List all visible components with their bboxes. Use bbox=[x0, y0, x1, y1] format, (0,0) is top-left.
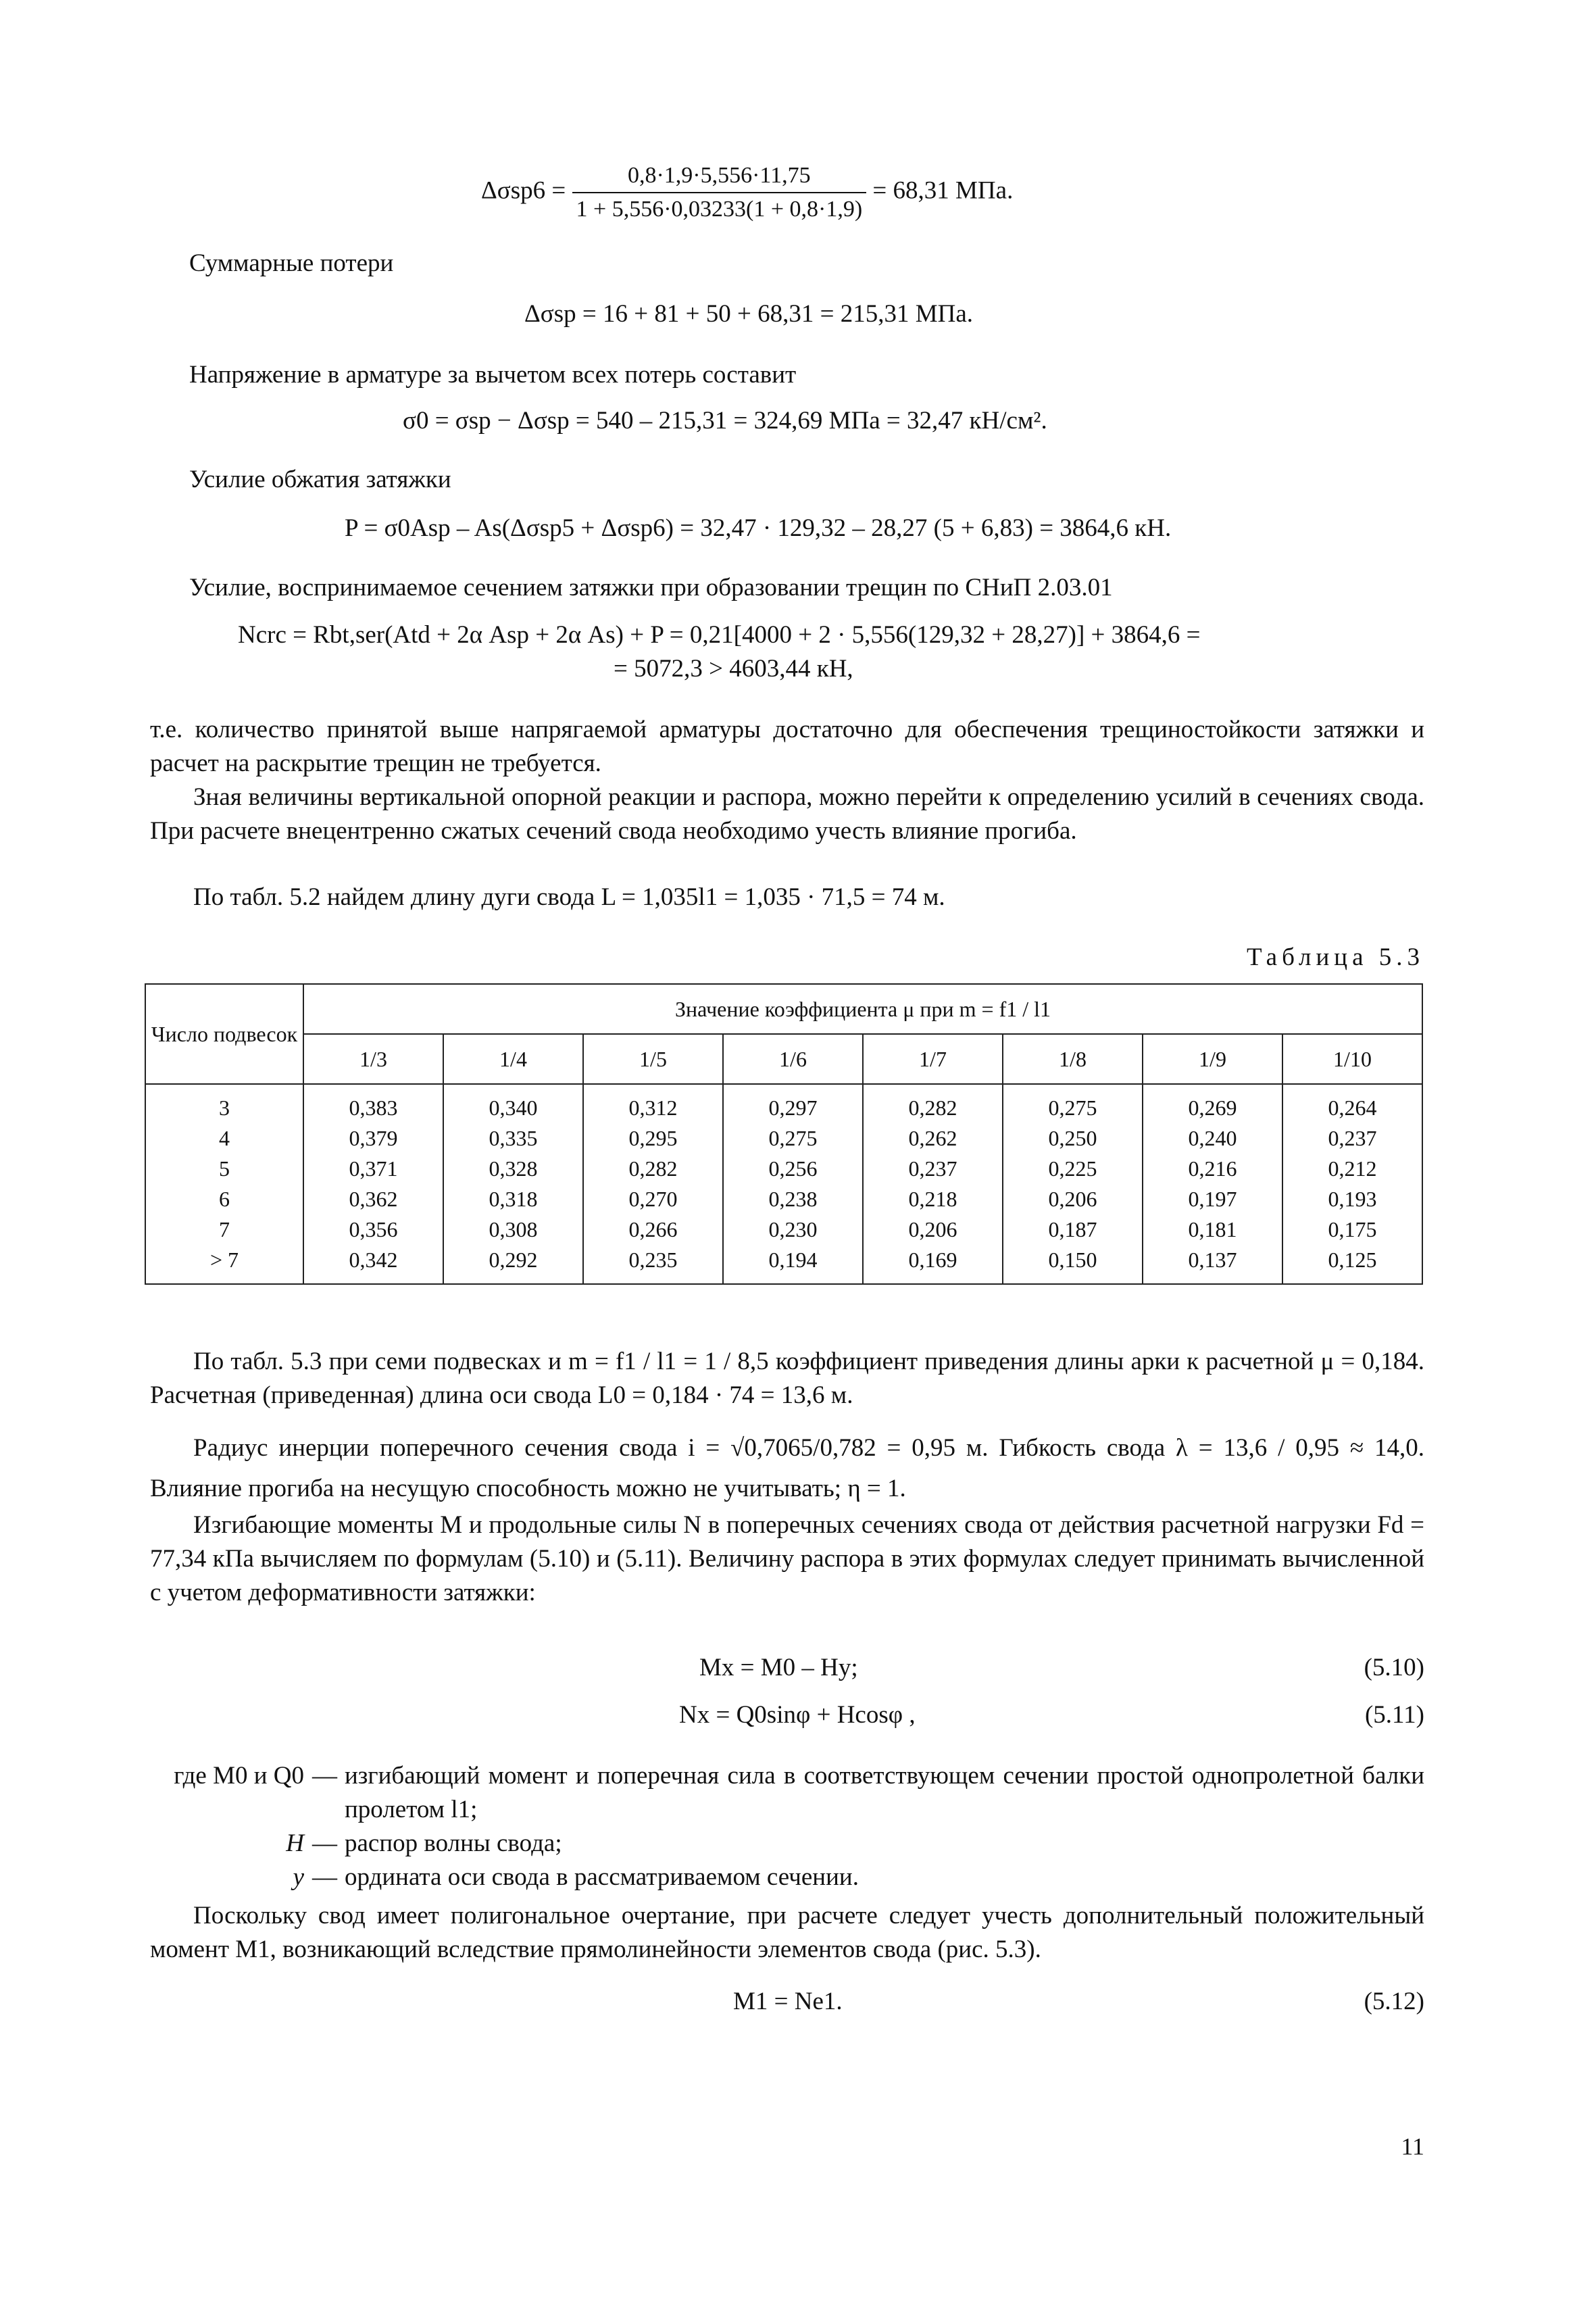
table-cell: 0,282 bbox=[908, 1096, 957, 1120]
table-cell: 0,264 bbox=[1328, 1096, 1377, 1120]
table-cell: 0,371 bbox=[349, 1156, 398, 1181]
table-cell: 0,275 bbox=[768, 1126, 818, 1150]
equation-crack-line1: Ncrc = Rbt,ser(Atd + 2α Asp + 2α As) + P = 0,21[4000 + 2 · 5,556(129,32 + 28,27)] + 3864,6 = bbox=[238, 621, 1201, 649]
equation-dsp6-lhs: Δσsp6 = bbox=[481, 176, 566, 205]
table-cell: 0,269 bbox=[1188, 1096, 1237, 1120]
paragraph-2 bbox=[150, 781, 1424, 848]
table-cell: 0,295 bbox=[628, 1126, 678, 1150]
table-cell: 0,237 bbox=[908, 1156, 957, 1181]
legend-text: распор волны свода; bbox=[345, 1829, 562, 1857]
equation-total-losses: Δσsp = 16 + 81 + 50 + 68,31 = 215,31 МПа. bbox=[524, 300, 974, 328]
legend-symbol: H bbox=[286, 1829, 304, 1857]
table-col-header: 1/8 bbox=[1003, 1034, 1143, 1084]
legend-symbol: y bbox=[293, 1863, 304, 1891]
equation-dsp6-fraction bbox=[572, 161, 867, 224]
paragraph-6-text: Изгибающие моменты M и продольные силы N в поперечных сечениях свода от действия расчетной нагрузки Fd = 77,34 кПа вычисляем по формулам (5.10) и (5.11). Величину распора в этих формулах следует принимать вычисленной с учетом деформативности затяжки: bbox=[150, 1511, 1424, 1606]
table-col-header: 1/9 bbox=[1143, 1034, 1282, 1084]
table-column-values bbox=[583, 1084, 723, 1284]
equation-number-5-11: (5.11) bbox=[1364, 1701, 1424, 1729]
paragraph-7-text: Поскольку свод имеет полигональное очертание, при расчете следует учесть дополнительный положительный момент M1, возникающий вследствие прямолинейности элементов свода (рис. 5.3). bbox=[150, 1902, 1424, 1963]
equation-5-11: Nx = Q0sinφ + Hcosφ , bbox=[679, 1701, 916, 1729]
paragraph-5 bbox=[150, 1428, 1424, 1509]
legend-dash: — bbox=[312, 1762, 337, 1790]
table-cell: 7 bbox=[219, 1217, 230, 1241]
table-cell: 0,318 bbox=[489, 1187, 538, 1211]
table-column-values bbox=[863, 1084, 1003, 1284]
table-col-header: 1/4 bbox=[443, 1034, 583, 1084]
label-stress: Напряжение в арматуре за вычетом всех потерь составит bbox=[189, 361, 797, 389]
table-cell: 0,362 bbox=[349, 1187, 398, 1211]
table-cell: 0,379 bbox=[349, 1126, 398, 1150]
table-cell: 0,187 bbox=[1048, 1217, 1097, 1241]
table-cell: 0,150 bbox=[1048, 1248, 1097, 1272]
table-cell: 0,237 bbox=[1328, 1126, 1377, 1150]
table-cell: 0,270 bbox=[628, 1187, 678, 1211]
legend-symbol: где M0 и Q0 bbox=[174, 1762, 304, 1790]
table-cell: 0,125 bbox=[1328, 1248, 1377, 1272]
table-cell: 0,356 bbox=[349, 1217, 398, 1241]
table-column-hangers bbox=[145, 1084, 303, 1284]
paragraph-1 bbox=[150, 713, 1424, 781]
coefficient-table bbox=[145, 983, 1423, 1285]
table-cell: 0,275 bbox=[1048, 1096, 1097, 1120]
table-cell: 0,193 bbox=[1328, 1187, 1377, 1211]
table-cell: 0,256 bbox=[768, 1156, 818, 1181]
paragraph-4-text: По табл. 5.3 при семи подвесках и m = f1 / l1 = 1 / 8,5 коэффициент приведения длины арки к расчетной μ = 0,184. Расчетная (приведенная) длина оси свода L0 = 0,184 · 74 = 13,6 м. bbox=[150, 1348, 1424, 1409]
table-cell: 0,169 bbox=[908, 1248, 957, 1272]
equation-number-5-12: (5.12) bbox=[1364, 1988, 1424, 2015]
table-cell: 0,206 bbox=[908, 1217, 957, 1241]
table-col-header: 1/3 bbox=[303, 1034, 443, 1084]
table-cell: 0,292 bbox=[489, 1248, 538, 1272]
table-cell: 0,206 bbox=[1048, 1187, 1097, 1211]
table-column-values bbox=[443, 1084, 583, 1284]
legend-dash: — bbox=[312, 1829, 337, 1857]
table-column-values bbox=[1003, 1084, 1143, 1284]
equation-dsp6-numerator: 0,8·1,9·5,556·11,75 bbox=[627, 163, 811, 188]
table-column-values bbox=[723, 1084, 863, 1284]
paragraph-3-text: По табл. 5.2 найдем длину дуги свода L = 1,035l1 = 1,035 · 71,5 = 74 м. bbox=[193, 883, 945, 911]
paragraph-3 bbox=[150, 881, 1424, 914]
table-cell: 6 bbox=[219, 1187, 230, 1211]
table-cell: 0,328 bbox=[489, 1156, 538, 1181]
table-cell: 0,262 bbox=[908, 1126, 957, 1150]
table-cell: 0,335 bbox=[489, 1126, 538, 1150]
table-cell: 0,308 bbox=[489, 1217, 538, 1241]
table-cell: > 7 bbox=[209, 1248, 239, 1272]
table-cell: 0,312 bbox=[628, 1096, 678, 1120]
table-cell: 3 bbox=[219, 1096, 230, 1120]
paragraph-6 bbox=[150, 1508, 1424, 1610]
equation-5-12: M1 = Ne1. bbox=[733, 1988, 843, 2015]
table-cell: 0,175 bbox=[1328, 1217, 1377, 1241]
table-column-values bbox=[1282, 1084, 1422, 1284]
label-crack: Усилие, воспринимаемое сечением затяжки при образовании трещин по СНиП 2.03.01 bbox=[189, 574, 1113, 601]
legend-text: изгибающий момент и поперечная сила в соответствующем сечении простой однопролетной балки пролетом l1; bbox=[345, 1762, 1424, 1823]
paragraph-1-text: т.е. количество принятой выше напрягаемой арматуры достаточно для обеспечения трещиностойкости затяжки и расчет на раскрытие трещин не требуется. bbox=[150, 716, 1424, 777]
paragraph-2-text: Зная величины вертикальной опорной реакции и распора, можно перейти к определению усилий в сечениях свода. При расчете внецентренно сжатых сечений свода необходимо учесть влияние прогиба. bbox=[150, 783, 1424, 845]
table-cell: 5 bbox=[219, 1156, 230, 1181]
table-cell: 0,230 bbox=[768, 1217, 818, 1241]
equation-dsp6 bbox=[481, 161, 1013, 224]
table-cell: 0,197 bbox=[1188, 1187, 1237, 1211]
equation-force: P = σ0Asp – As(Δσsp5 + Δσsp6) = 32,47 · 129,32 – 28,27 (5 + 6,83) = 3864,6 кН. bbox=[345, 514, 1172, 542]
table-title: Таблица 5.3 bbox=[1247, 943, 1424, 971]
equation-stress: σ0 = σsp − Δσsp = 540 – 215,31 = 324,69 МПа = 32,47 кН/см². bbox=[403, 407, 1047, 435]
table-header-group: Значение коэффициента μ при m = f1 / l1 bbox=[303, 984, 1422, 1034]
equation-dsp6-denominator: 1 + 5,556·0,03233(1 + 0,8·1,9) bbox=[572, 192, 867, 224]
table-cell: 0,383 bbox=[349, 1096, 398, 1120]
table-col-header: 1/7 bbox=[863, 1034, 1003, 1084]
table-cell: 0,181 bbox=[1188, 1217, 1237, 1241]
table-cell: 0,342 bbox=[349, 1248, 398, 1272]
equation-number-5-10: (5.10) bbox=[1364, 1654, 1424, 1681]
equation-crack-line2: = 5072,3 > 4603,44 кН, bbox=[614, 655, 853, 683]
table-cell: 0,218 bbox=[908, 1187, 957, 1211]
legend-dash: — bbox=[312, 1863, 337, 1891]
table-cell: 0,340 bbox=[489, 1096, 538, 1120]
table-col-header: 1/6 bbox=[723, 1034, 863, 1084]
label-force: Усилие обжатия затяжки bbox=[189, 466, 451, 493]
table-cell: 0,235 bbox=[628, 1248, 678, 1272]
paragraph-7 bbox=[150, 1899, 1424, 1967]
table-column-values bbox=[303, 1084, 443, 1284]
table-cell: 0,137 bbox=[1188, 1248, 1237, 1272]
table-column-values bbox=[1143, 1084, 1282, 1284]
label-total-losses: Суммарные потери bbox=[189, 249, 394, 277]
table-header-hangers: Число подвесок bbox=[145, 984, 303, 1084]
table-cell: 0,194 bbox=[768, 1248, 818, 1272]
paragraph-5-text: Радиус инерции поперечного сечения свода i = √0,7065/0,782 = 0,95 м. Гибкость свода λ = 13,6 / 0,95 ≈ 14,0. Влияние прогиба на несущую способность можно не учитывать; η = 1. bbox=[150, 1434, 1424, 1502]
table-cell: 0,266 bbox=[628, 1217, 678, 1241]
table-cell: 0,297 bbox=[768, 1096, 818, 1120]
table-cell: 0,212 bbox=[1328, 1156, 1377, 1181]
table-cell: 4 bbox=[219, 1126, 230, 1150]
table-cell: 0,250 bbox=[1048, 1126, 1097, 1150]
legend-text: ордината оси свода в рассматриваемом сечении. bbox=[345, 1863, 859, 1891]
table-cell: 0,282 bbox=[628, 1156, 678, 1181]
equation-5-10: Mx = M0 – Hy; bbox=[699, 1654, 858, 1681]
table-col-header: 1/5 bbox=[583, 1034, 723, 1084]
equation-dsp6-rhs: = 68,31 МПа. bbox=[872, 176, 1014, 205]
paragraph-4 bbox=[150, 1345, 1424, 1412]
table-col-header: 1/10 bbox=[1282, 1034, 1422, 1084]
table-cell: 0,240 bbox=[1188, 1126, 1237, 1150]
table-cell: 0,238 bbox=[768, 1187, 818, 1211]
page-number: 11 bbox=[1401, 2133, 1424, 2160]
table-cell: 0,225 bbox=[1048, 1156, 1097, 1181]
table-cell: 0,216 bbox=[1188, 1156, 1237, 1181]
